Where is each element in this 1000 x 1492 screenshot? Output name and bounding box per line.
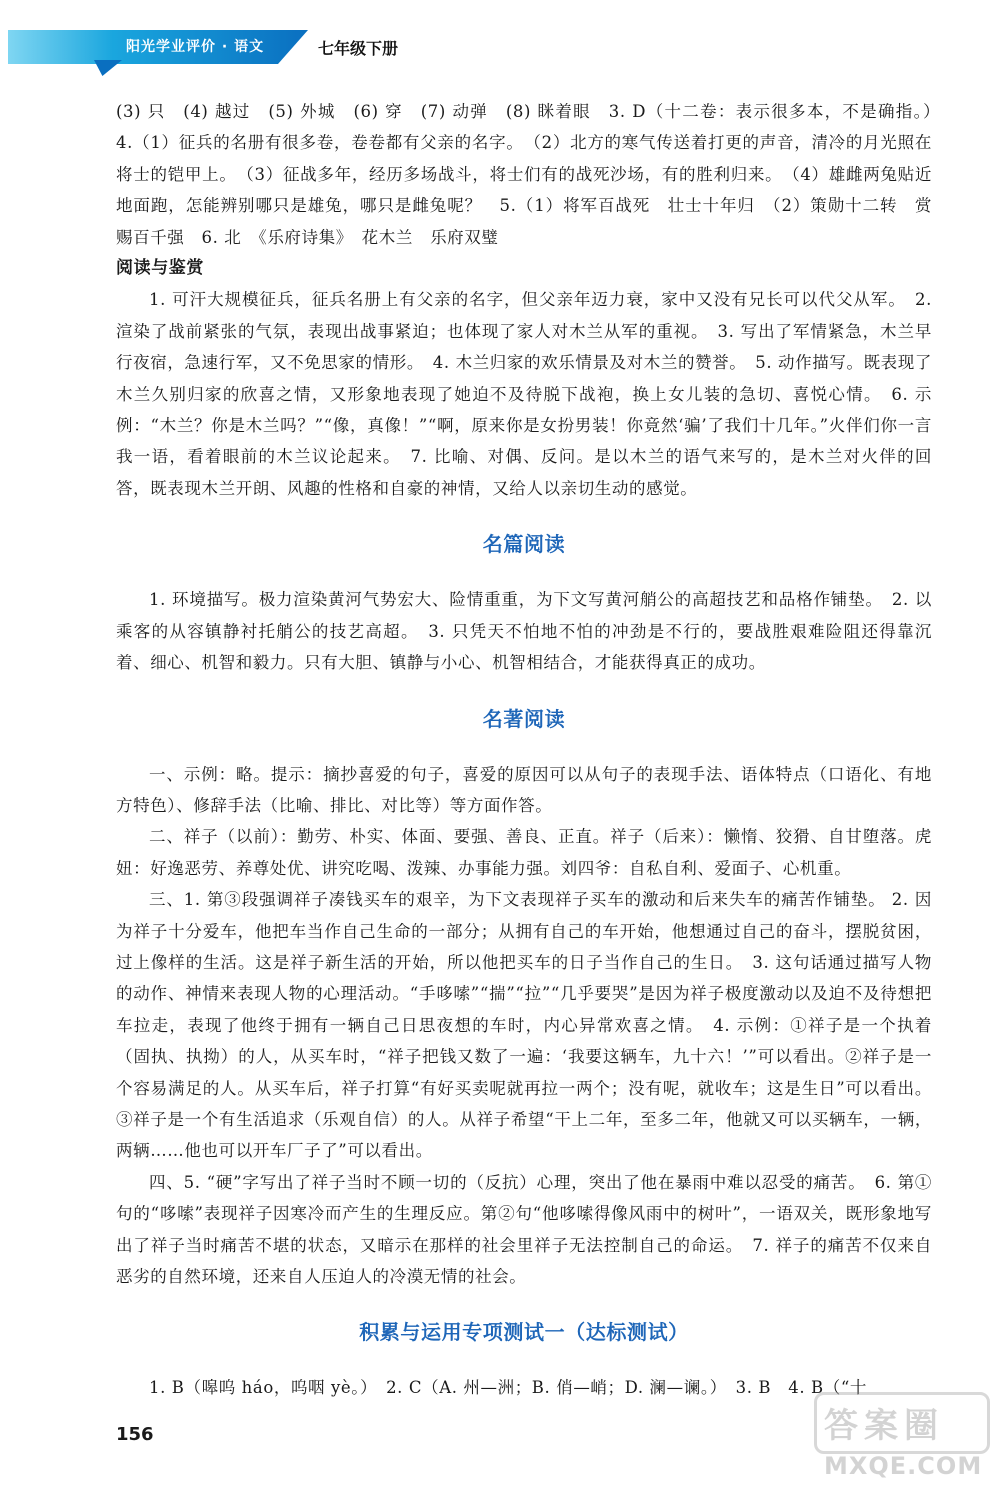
page-content bbox=[116, 96, 950, 1404]
classics-answer-1: 一、示例：略。提示：摘抄喜爱的句子，喜爱的原因可以从句子的表现手法、语体特点（口语化、有地方特色）、修辞手法（比喻、排比、对比等）等方面作答。 bbox=[116, 764, 932, 815]
reading-heading: 阅读与鉴赏 bbox=[116, 258, 204, 279]
section-title-test: 积累与运用专项测试一（达标测试） bbox=[359, 1320, 689, 1345]
test-answers: 1. B（嗥呜 háo，呜咽 yè。） 2. C（A. 州—洲；B. 俏—峭；D. 澜—谰。） 3. B 4. B（“十 bbox=[149, 1378, 868, 1398]
classics-answer-4: 四、5. “硬”字写出了祥子当时不顾一切的（反抗）心理，突出了他在暴雨中难以忍受的痛苦。 6. 第①句的“哆嗦”表现祥子因寒冷而产生的生理反应。第②句“他哆嗦得像风雨中的树叶”，一语双关，既形象地写出了祥子当时痛苦不堪的状态，又暗示在那样的社会里祥子无法控制自己的命运。 7. 祥子的痛苦不仅来自恶劣的自然环境，还来自人压迫人的冷漠无情的社会。 bbox=[116, 1172, 932, 1286]
page-number: 156 bbox=[116, 1424, 154, 1445]
page-header bbox=[8, 30, 428, 70]
answers-intro: (3) 只 (4) 越过 (5) 外城 (6) 穿 (7) 动弹 (8) 眯着眼 3. D（十二卷：表示很多本，不是确指。） 4.（1）征兵的名册有很多卷，卷卷都有父亲的名字。 （2）北方的寒气传送着打更的声音，清冷的月光照在将士的铠甲上。 （3）征战多年，经历多场战斗，将士们有的战死沙场，有的胜利归来。 （4）雄雌两兔贴近地面跑，怎能辨别哪只是雄兔，哪只是雌兔呢？ 5.（1）将军百战死 壮士十年归 （2）策勋十二转 赏赐百千强 6. 北 《乐府诗集》 花木兰 乐府双璧 bbox=[116, 102, 950, 247]
section-title-classics: 名著阅读 bbox=[482, 706, 566, 731]
classics-answer-3: 三、1. 第③段强调祥子凑钱买车的艰辛，为下文表现祥子买车的激动和后来失车的痛苦作铺垫。 2. 因为祥子十分爱车，他把车当作自己生命的一部分；从拥有自己的车开始，他想通过自己的奋斗，摆脱贫困，过上像样的生活。这是祥子新生活的开始，所以他把买车的日子当作自己的生日。 3. 这句话通过描写人物的动作、神情来表现人物的心理活动。“手哆嗦”“揣”“拉”“几乎要哭”是因为祥子极度激动以及迫不及待想把车拉走，表现了他终于拥有一辆自己日思夜想的车时，内心异常欢喜之情。 4. 示例：①祥子是一个执着（固执、执拗）的人，从买车时，“祥子把钱又数了一遍：‘我要这辆车，九十六！’”可以看出。②祥子是一个容易满足的人。从买车后，祥子打算“有好买卖呢就再拉一两个；没有呢，就收车；这是生日”可以看出。③祥子是一个有生活追求（乐观自信）的人。从祥子希望“干上二年，至多二年，他就又可以买辆车，一辆，两辆……他也可以开车厂子了”可以看出。 bbox=[116, 890, 932, 1161]
watermark-text: 答案圈 bbox=[824, 1406, 944, 1446]
famous-articles-answers: 1. 环境描写。极力渲染黄河气势宏大、险情重重，为下文写黄河艄公的高超技艺和品格作铺垫。 2. 以乘客的从容镇静衬托艄公的技艺高超。 3. 只凭天不怕地不怕的冲劲是不行的，要战胜艰难险阻还得靠沉着、细心、机智和毅力。只有大胆、镇静与小心、机智相结合，才能获得真正的成功。 bbox=[116, 590, 932, 673]
section-title-famous-articles: 名篇阅读 bbox=[482, 532, 566, 557]
reading-answers: 1. 可汗大规模征兵，征兵名册上有父亲的名字，但父亲年迈力衰，家中又没有兄长可以代父从军。 2. 渲染了战前紧张的气氛，表现出战事紧迫；也体现了家人对木兰从军的重视。 3. 写出了军情紧急，木兰早行夜宿，急速行军，又不免思家的情形。 4. 木兰归家的欢乐情景及对木兰的赞誉。 5. 动作描写。既表现了木兰久别归家的欣喜之情，又形象地表现了她迫不及待脱下战袍，换上女儿装的急切、喜悦心情。 6. 示例：“木兰？你是木兰吗？”“像，真像！”“啊，原来你是女扮男装！你竟然‘骗’了我们十几年。”火伴们你一言我一语，看着眼前的木兰议论起来。 7. 比喻、对偶、反问。是以木兰的语气来写的，是木兰对火伴的回答，既表现木兰开朗、风趣的性格和自豪的神情，又给人以亲切生动的感觉。 bbox=[116, 290, 932, 498]
watermark-logo bbox=[810, 1392, 990, 1488]
watermark-url: MXQE.COM bbox=[824, 1452, 983, 1480]
header-banner-tab bbox=[94, 60, 122, 76]
book-title: 阳光学业评价 · 语文 bbox=[126, 39, 265, 55]
grade-label: 七年级下册 bbox=[318, 39, 399, 58]
classics-answer-2: 二、祥子（以前）：勤劳、朴实、体面、要强、善良、正直。祥子（后来）：懒惰、狡猾、自甘堕落。虎妞：好逸恶劳、养尊处优、讲究吃喝、泼辣、办事能力强。刘四爷：自私自利、爱面子、心机重。 bbox=[116, 827, 932, 878]
